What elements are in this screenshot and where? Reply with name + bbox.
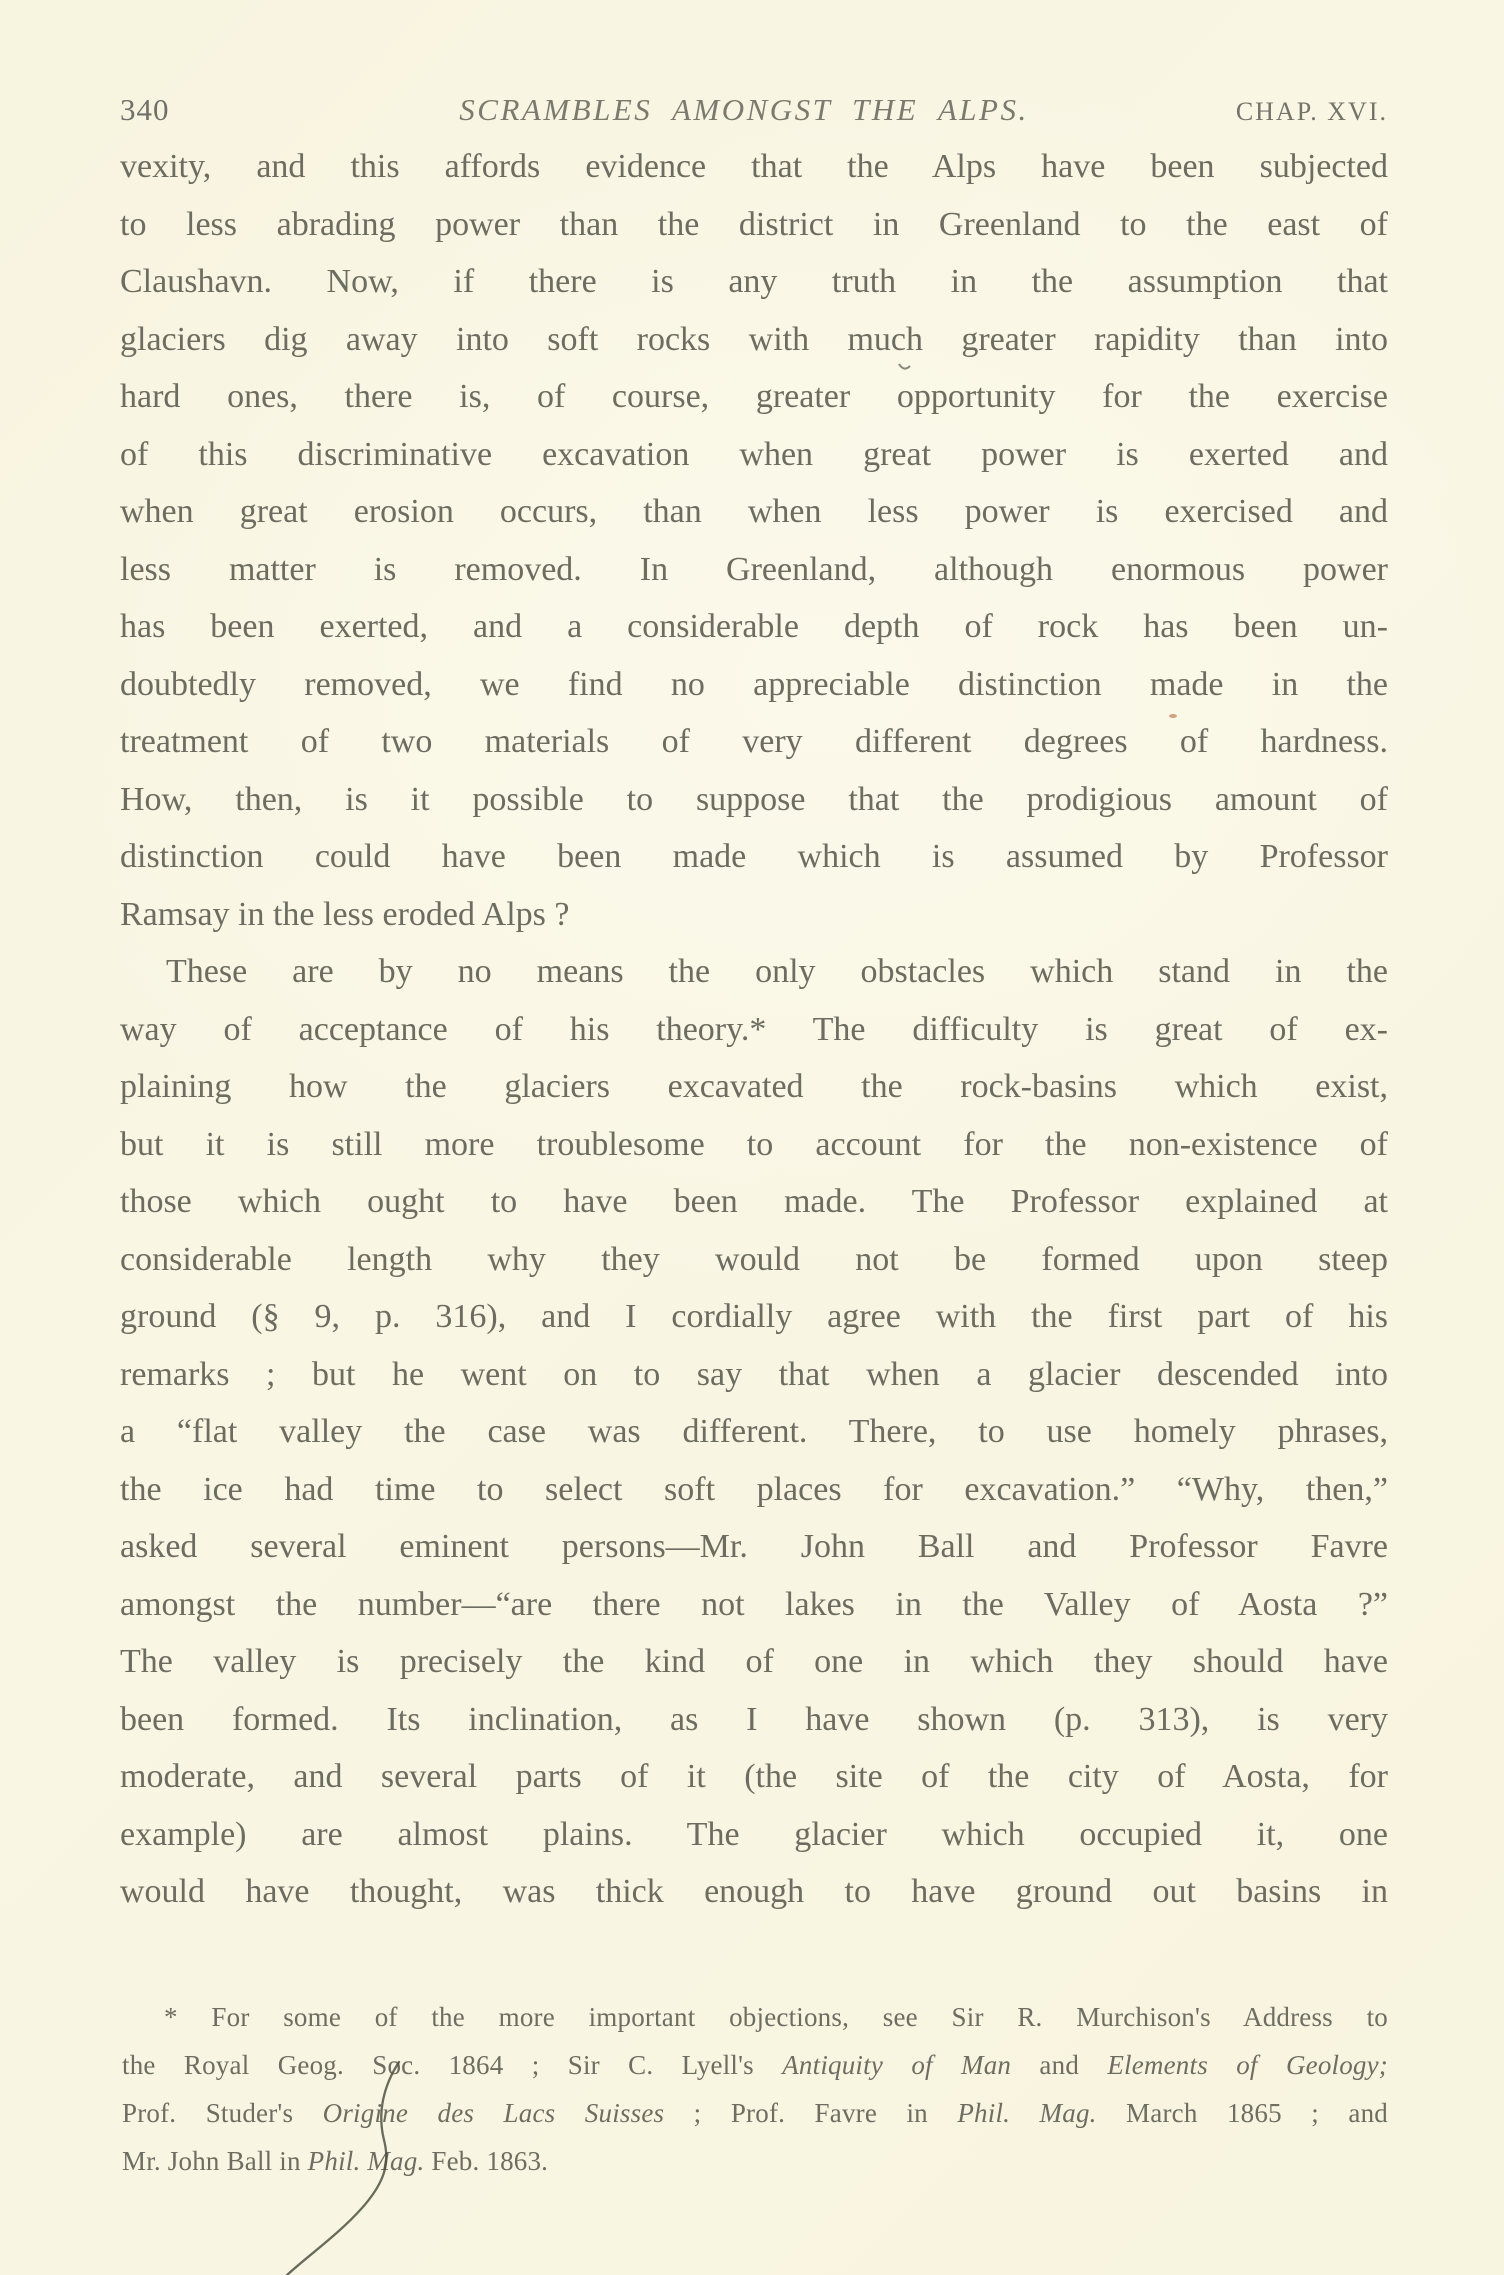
footnote-segment: March 1865 ; and bbox=[1096, 2098, 1388, 2128]
footnote-line bbox=[122, 1993, 1388, 2041]
running-head bbox=[120, 92, 1388, 136]
footnote-italic-segment: Phil. Mag. bbox=[957, 2098, 1097, 2128]
chapter-label: CHAP. XVI. bbox=[1235, 97, 1388, 126]
text-line: but it is still more troublesome to account for the non-existence of bbox=[120, 1125, 1388, 1163]
paragraph bbox=[120, 943, 1388, 1921]
footnote-line bbox=[122, 2137, 1388, 2185]
text-line: doubtedly removed, we find no appreciable distinction made in the bbox=[120, 665, 1388, 703]
footnote-italic-segment: Origine des Lacs Suisses bbox=[322, 2098, 665, 2128]
text-line: way of acceptance of his theory.* The difficulty is great of ex- bbox=[120, 1010, 1388, 1048]
text-line: The valley is precisely the kind of one in which they should have bbox=[120, 1643, 1388, 1680]
text-line: Ramsay in the less eroded Alps ? bbox=[120, 895, 570, 933]
text-line: of this discriminative excavation when great power is exerted and bbox=[120, 435, 1388, 473]
text-line: glaciers dig away into soft rocks with much greater rapidity than into bbox=[120, 320, 1388, 358]
text-line: remarks ; but he went on to say that when a glacier descended into bbox=[120, 1355, 1388, 1393]
text-line: a “flat valley the case was different. There, to use homely phrases, bbox=[120, 1413, 1388, 1450]
text-line: has been exerted, and a considerable depth of rock has been un- bbox=[120, 608, 1388, 645]
footnote bbox=[122, 1993, 1388, 2185]
footnote-segment: and bbox=[1011, 2050, 1108, 2080]
text-line: been formed. Its inclination, as I have shown (p. 313), is very bbox=[120, 1700, 1388, 1738]
body-text bbox=[120, 138, 1388, 1921]
footnote-italic-segment: Phil. Mag. bbox=[307, 2146, 425, 2176]
text-line: hard ones, there is, of course, greater opportunity for the exercise bbox=[120, 378, 1388, 415]
text-line: considerable length why they would not be formed upon steep bbox=[120, 1240, 1388, 1278]
text-line: those which ought to have been made. The Professor explained at bbox=[120, 1183, 1388, 1220]
text-line: vexity, and this affords evidence that the Alps have been subjected bbox=[120, 148, 1388, 185]
footnote-segment: Feb. 1863. bbox=[424, 2146, 549, 2176]
footnote-segment: * For some of the more important objections, see Sir R. Murchison's Address to bbox=[164, 2002, 1388, 2032]
page-number: 340 bbox=[120, 92, 170, 127]
footnote-segment: the Royal Geog. Soc. 1864 ; Sir C. Lyell's bbox=[122, 2050, 783, 2080]
text-line: would have thought, was thick enough to have ground out basins in bbox=[120, 1873, 1388, 1910]
footnote-segment: Prof. Studer's bbox=[122, 2098, 323, 2128]
footnote-line bbox=[122, 2041, 1388, 2089]
text-line: the ice had time to select soft places for excavation.” “Why, then,” bbox=[120, 1470, 1388, 1508]
footnote-segment: Mr. John Ball in bbox=[122, 2146, 308, 2176]
text-line: treatment of two materials of very different degrees of hardness. bbox=[120, 723, 1388, 760]
text-line: ground (§ 9, p. 316), and I cordially agree with the first part of his bbox=[120, 1298, 1388, 1335]
text-line: to less abrading power than the district in Greenland to the east of bbox=[120, 205, 1388, 243]
text-line: amongst the number—“are there not lakes in the Valley of Aosta ?” bbox=[120, 1585, 1388, 1623]
footnote-italic-segment: Elements of Geology; bbox=[1107, 2050, 1388, 2080]
footnote-segment: ; Prof. Favre in bbox=[664, 2098, 958, 2128]
text-line: when great erosion occurs, than when less power is exercised and bbox=[120, 493, 1388, 530]
text-line: moderate, and several parts of it (the site of the city of Aosta, for bbox=[120, 1758, 1388, 1795]
paragraph bbox=[120, 138, 1388, 943]
text-line: These are by no means the only obstacles which stand in the bbox=[166, 953, 1388, 990]
running-title: SCRAMBLES AMONGST THE ALPS. bbox=[459, 92, 1029, 127]
footnote-line bbox=[122, 2089, 1388, 2137]
text-line: less matter is removed. In Greenland, although enormous power bbox=[120, 550, 1388, 588]
footnote-italic-segment: Antiquity of Man bbox=[782, 2050, 1012, 2080]
text-line: Claushavn. Now, if there is any truth in the assumption that bbox=[120, 263, 1388, 300]
text-line: distinction could have been made which is assumed by Professor bbox=[120, 838, 1388, 875]
text-line: How, then, is it possible to suppose that the prodigious amount of bbox=[120, 780, 1388, 818]
text-line: example) are almost plains. The glacier which occupied it, one bbox=[120, 1815, 1388, 1853]
text-line: asked several eminent persons—Mr. John Ball and Professor Favre bbox=[120, 1528, 1388, 1565]
text-line: plaining how the glaciers excavated the rock-basins which exist, bbox=[120, 1068, 1388, 1105]
